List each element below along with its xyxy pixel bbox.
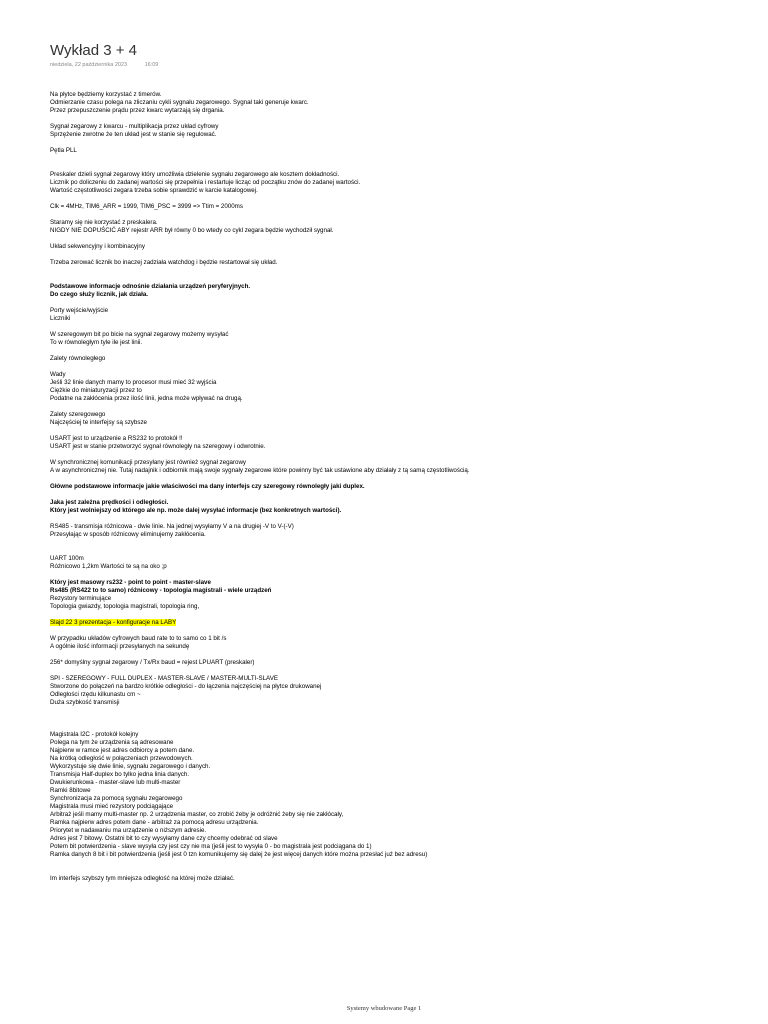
note-line: Dwukierunkowa - master-slave lub multi-master — [50, 779, 181, 786]
note-line: Arbitraż jeśli mamy multi-master np. 2 urządzenia master, co zrobić żeby je odróżnić żeby się nie zakłócały, — [50, 811, 344, 818]
note-line: Wady — [50, 371, 66, 378]
blank-line — [50, 475, 750, 483]
blank-line — [50, 323, 750, 331]
note-line: Adres jest 7 bitowy. Ostatni bit to czy wysyłamy dane czy chcemy odebrać od slave — [50, 835, 278, 842]
note-line: Porty wejście/wyjście — [50, 307, 109, 314]
note-line: Zalety równoległego — [50, 355, 106, 362]
note-line: Duża szybkość transmisji — [50, 699, 120, 706]
blank-line — [50, 707, 750, 715]
blank-line — [50, 867, 750, 875]
note-line: A w asynchronicznej nie. Tutaj nadajnik i odbiornik mają swoje sygnały zegarowe które powinny być tak ustawione aby działały z tą samą częstotliwością. — [50, 467, 470, 474]
note-line: A ogólnie ilość informacji przesyłanych na sekundę — [50, 643, 190, 650]
note-line: UART 100m — [50, 555, 84, 562]
note-line: RS485 - transmisja różnicowa - dwie linie. Na jednej wysyłamy V a na drugiej -V to V-(-V) — [50, 523, 294, 530]
note-line: Pętla PLL — [50, 147, 77, 154]
note-line: Na krótką odległość w połączeniach przewodowych. — [50, 755, 193, 762]
blank-line — [50, 491, 750, 499]
note-line: Jeśli 32 linie danych mamy to procesor musi mieć 32 wyjścia — [50, 379, 217, 386]
blank-line — [50, 515, 750, 523]
note-line: USART jest to urządzenie a RS232 to protokół !! — [50, 435, 183, 442]
note-line: Główne podstawowe informacje jakie właściwości ma dany interfejs czy szeregowy równoległy jaki duplex. — [50, 483, 365, 490]
note-line: Im interfejs szybszy tym mniejsza odległość na której może działać. — [50, 875, 235, 882]
note-line: Transmisja Half-duplex bo tylko jedna linia danych. — [50, 771, 190, 778]
blank-line — [50, 715, 750, 723]
note-line: Zalety szeregowego — [50, 411, 106, 418]
blank-line — [50, 211, 750, 219]
page-date: niedziela, 22 października 2023 — [50, 62, 128, 68]
note-line: W przypadku układów cyfrowych baud rate to to samo co 1 bit /s — [50, 635, 227, 642]
note-line: Odmierzanie czasu polega na zliczaniu cykli sygnału zegarowego. Sygnał taki generuje kwarc. — [50, 99, 309, 106]
blank-line — [50, 427, 750, 435]
blank-line — [50, 571, 750, 579]
note-line: Na płytce będziemy korzystać z timerów. — [50, 91, 162, 98]
note-line: Rs485 (RS422 to to samo) różnicowy - topologia magistrali - wiele urządzeń — [50, 587, 272, 594]
highlighted-text: Slajd 22 3 prezentacja - konfiguracje na LABY — [50, 619, 177, 626]
blank-line — [50, 547, 750, 555]
note-line: NIGDY NIE DOPUŚCIĆ ABY rejestr ARR był równy 0 bo wtedy co cykl zegara będzie wychodził sygnał. — [50, 227, 334, 234]
note-line: Ramka najpierw adres potem dane - arbitraż za pomocą adresu urządzenia. — [50, 819, 259, 826]
note-line: Staramy się nie korzystać z preskalera. — [50, 219, 158, 226]
note-line: Magistrala I2C - protokół kolejny — [50, 731, 139, 738]
note-line: Polega na tym że urządzenia są adresowane — [50, 739, 174, 746]
note-line — [50, 619, 750, 627]
note-line: Ramka danych 8 bit i bit potwierdzenia (jeśli jest 0 tzn komunikujemy się dalej że jest więcej danych które można przesłać już bez adresu) — [50, 851, 428, 858]
note-line: Odległości rzędu kilkunastu cm ~ — [50, 691, 141, 698]
blank-line — [50, 299, 750, 307]
note-line: SPI - SZEREGOWY - FULL DUPLEX - MASTER-SLAVE / MASTER-MULTI-SLAVE — [50, 675, 278, 682]
note-line: W szeregowym bit po bicie na sygnał zegarowy możemy wysyłać — [50, 331, 229, 338]
note-line: Różnicowo 1,2km Wartości te są na oko ;p — [50, 563, 167, 570]
note-line: Ciężkie do miniaturyzacji przez to — [50, 387, 142, 394]
blank-line — [50, 451, 750, 459]
note-line: Który jest wolniejszy od którego ale np. może dalej wysyłać informacje (bez konkretnych wartości). — [50, 507, 342, 514]
page-meta — [50, 62, 158, 68]
note-line: Podstawowe informacje odnośnie działania urządzeń peryferyjnych. — [50, 283, 251, 290]
note-line: Topologia gwiazdy, topologia magistrali, topologia ring, — [50, 603, 200, 610]
note-line: Preskaler dzieli sygnał zegarowy który umożliwia dzielenie sygnału zegarowego ale kosztem dokładności. — [50, 171, 340, 178]
note-line: Sygnał zegarowy z kwarcu - multiplikacja przez układ cyfrowy — [50, 123, 219, 130]
blank-line — [50, 163, 750, 171]
note-line: Potem bit potwierdzenia - slave wysyła czy jest czy nie ma (jeśli jest to wysyła 0 - bo magistrala jest podciągana do 1) — [50, 843, 372, 850]
note-line: Liczniki — [50, 315, 71, 322]
note-line: Najpierw w ramce jest adres odbiorcy a potem dane. — [50, 747, 195, 754]
note-line: To w równoległym tyle ile jest linii. — [50, 339, 143, 346]
blank-line — [50, 235, 750, 243]
blank-line — [50, 195, 750, 203]
note-line: Który jest masowy rs232 - point to point - master-slave — [50, 579, 211, 586]
note-line: Magistrala musi mieć rezystory podciągające — [50, 803, 174, 810]
blank-line — [50, 139, 750, 147]
note-line: 256* domyślny sygnał zegarowy / Tx/Rx baud = rejest LPUART (preskaler) — [50, 659, 255, 666]
note-body — [50, 91, 750, 883]
note-line: Trzeba zerować licznik bo inaczej zadziała watchdog i będzie restartował się układ. — [50, 259, 278, 266]
blank-line — [50, 403, 750, 411]
note-line: W synchronicznej komunikacji przesyłany jest również sygnał zegarowy — [50, 459, 247, 466]
blank-line — [50, 859, 750, 867]
note-line: Clk = 4MHz, TIM6_ARR = 1999, TIM6_PSC = 3999 => Ttim = 2000ms — [50, 203, 243, 210]
note-line: Sprzężenie zwrotne że ten układ jest w stanie się regulować. — [50, 131, 217, 138]
note-line: Przesyłając w sposób różnicowy eliminujemy zakłócenia. — [50, 531, 206, 538]
note-line: Stworzone do połączeń na bardzo krótkie odległości - do łączenia najczęściej na płytce drukowanej — [50, 683, 322, 690]
note-line: Ramki 8bitowe — [50, 787, 91, 794]
note-line: Synchronizacja za pomocą sygnału zegarowego — [50, 795, 183, 802]
note-line: Licznik po doliczeniu do zadanej wartości się przepełnia i restartuje licząc od początku znów do zadanej wartości. — [50, 179, 361, 186]
note-line: Najczęściej te interfejsy są szybsze — [50, 419, 147, 426]
note-line: Przez przepuszczenie prądu przez kwarc wytarzają się drgania. — [50, 107, 225, 114]
page-time: 16:09 — [144, 62, 159, 68]
blank-line — [50, 723, 750, 731]
note-line: Wykorzystuje się dwie linie, sygnału zegarowego i danych. — [50, 763, 211, 770]
blank-line — [50, 363, 750, 371]
note-line: Priorytet w nadawaniu ma urządzenie o niższym adresie. — [50, 827, 207, 834]
blank-line — [50, 667, 750, 675]
blank-line — [50, 251, 750, 259]
blank-line — [50, 155, 750, 163]
page-footer: Systemy wbudowane Page 1 — [346, 1005, 422, 1012]
note-line: Rezystory terminujące — [50, 595, 112, 602]
page-title: Wykład 3 + 4 — [50, 42, 137, 59]
blank-line — [50, 275, 750, 283]
blank-line — [50, 267, 750, 275]
blank-line — [50, 651, 750, 659]
note-line: Jaka jest zależna prędkości i odległości. — [50, 499, 169, 506]
note-line: Układ sekwencyjny i kombinacyjny — [50, 243, 145, 250]
blank-line — [50, 627, 750, 635]
note-line: Wartość częstotliwości zegara trzeba sobie sprawdzić w karcie katalogowej. — [50, 187, 258, 194]
note-line: Do czego służy licznik, jak działa. — [50, 291, 148, 298]
blank-line — [50, 611, 750, 619]
blank-line — [50, 115, 750, 123]
note-line: Podatne na zakłócenia przez ilość linii, jedna może wpływać na drugą. — [50, 395, 243, 402]
blank-line — [50, 347, 750, 355]
blank-line — [50, 539, 750, 547]
note-line: USART jest w stanie przetworzyć sygnał równoległy na szeregowy i odwrotnie. — [50, 443, 266, 450]
